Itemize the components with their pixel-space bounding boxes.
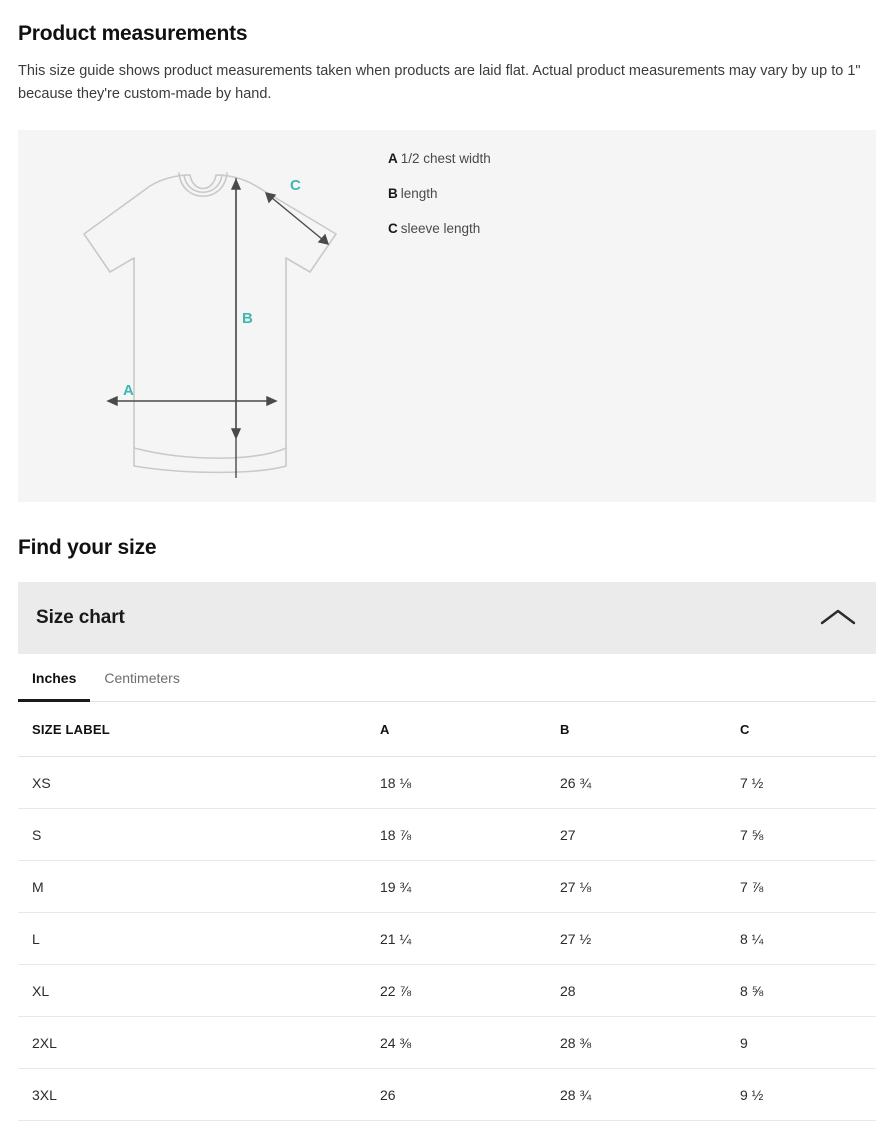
- cell-c: 7 ½: [726, 757, 876, 809]
- cell-c: 8 ⅝: [726, 965, 876, 1017]
- unit-tabs: [18, 654, 876, 702]
- cell-c: 8 ¼: [726, 913, 876, 965]
- cell-c: 7 ⅝: [726, 809, 876, 861]
- cell-b: 26 ¾: [546, 757, 726, 809]
- cell-b: 28: [546, 965, 726, 1017]
- size-chart-accordion-header[interactable]: [18, 582, 876, 654]
- cell-a: 24 ⅜: [366, 1017, 546, 1069]
- cell-c: 9: [726, 1017, 876, 1069]
- table-row: [18, 861, 876, 913]
- marker-c-label: C: [290, 177, 301, 194]
- cell-b: 27: [546, 809, 726, 861]
- tshirt-diagram-svg: [38, 148, 368, 478]
- cell-a: 18 ⅛: [366, 757, 546, 809]
- measurement-illustration-panel: [18, 130, 876, 502]
- tab-centimeters[interactable]: Centimeters: [90, 654, 193, 702]
- cell-c: 9 ½: [726, 1069, 876, 1121]
- size-chart-title: Size chart: [36, 607, 125, 628]
- cell-b: 27 ⅛: [546, 861, 726, 913]
- legend-item-a: [388, 150, 876, 168]
- marker-a-label: A: [123, 382, 134, 399]
- cell-a: 22 ⅞: [366, 965, 546, 1017]
- legend-item-b: [388, 185, 876, 203]
- table-row: [18, 757, 876, 809]
- table-row: [18, 1069, 876, 1121]
- measurement-legend: [388, 130, 876, 255]
- size-chart-table: [18, 702, 876, 1121]
- cell-a: 18 ⅞: [366, 809, 546, 861]
- table-header-row: [18, 702, 876, 757]
- legend-key-a: A: [388, 151, 398, 166]
- chevron-up-icon[interactable]: [818, 605, 858, 631]
- cell-size: XS: [18, 757, 366, 809]
- column-header-a: A: [366, 702, 546, 757]
- column-header-b: B: [546, 702, 726, 757]
- legend-label-c: sleeve length: [400, 221, 481, 236]
- legend-key-c: C: [388, 221, 398, 236]
- cell-b: 27 ½: [546, 913, 726, 965]
- cell-size: M: [18, 861, 366, 913]
- cell-a: 21 ¼: [366, 913, 546, 965]
- cell-size: S: [18, 809, 366, 861]
- table-row: [18, 913, 876, 965]
- legend-key-b: B: [388, 186, 398, 201]
- cell-a: 19 ¾: [366, 861, 546, 913]
- size-guide-page: [0, 22, 894, 1121]
- size-chart-card: [18, 582, 876, 1121]
- table-row: [18, 1017, 876, 1069]
- cell-c: 7 ⅞: [726, 861, 876, 913]
- marker-b-label: B: [242, 310, 253, 327]
- cell-size: 2XL: [18, 1017, 366, 1069]
- cell-size: XL: [18, 965, 366, 1017]
- intro-text: This size guide shows product measurements taken when products are laid flat. Actual product measurements may vary by up to 1" because they're custom-made by hand.: [18, 63, 861, 102]
- tab-inches[interactable]: Inches: [18, 654, 90, 702]
- legend-label-a: 1/2 chest width: [400, 151, 491, 166]
- column-header-c: C: [726, 702, 876, 757]
- legend-item-c: [388, 220, 876, 238]
- find-your-size-title: Find your size: [18, 536, 157, 559]
- tshirt-measurement-diagram: [18, 130, 388, 478]
- cell-size: L: [18, 913, 366, 965]
- column-header-size-label: SIZE LABEL: [18, 702, 366, 757]
- cell-size: 3XL: [18, 1069, 366, 1121]
- cell-b: 28 ¾: [546, 1069, 726, 1121]
- cell-b: 28 ⅜: [546, 1017, 726, 1069]
- cell-a: 26: [366, 1069, 546, 1121]
- legend-label-b: length: [400, 186, 438, 201]
- page-title: Product measurements: [18, 22, 248, 45]
- table-row: [18, 965, 876, 1017]
- table-row: [18, 809, 876, 861]
